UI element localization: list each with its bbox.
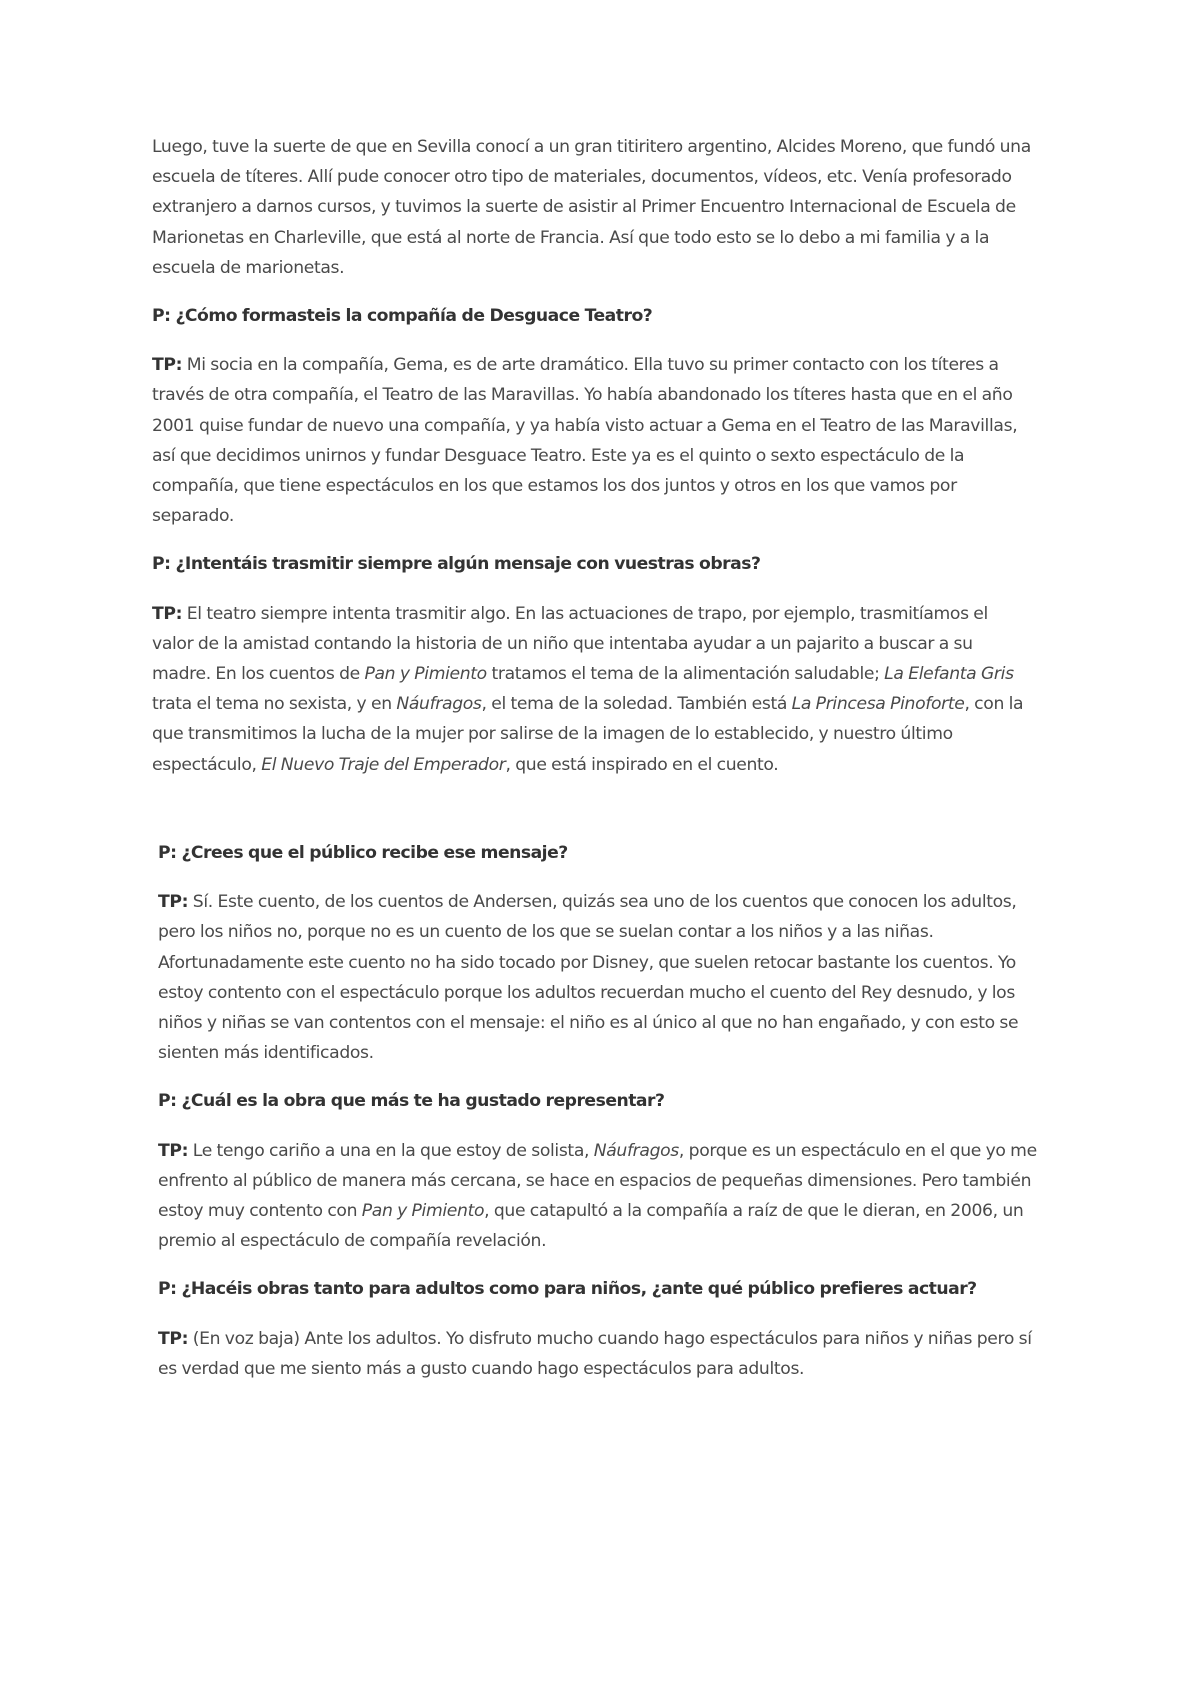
answer-1	[152, 350, 1032, 531]
answer-2-text-10: , que está inspirado en el cuento.	[505, 754, 779, 775]
answer-3	[158, 887, 1038, 1068]
speaker-label: TP:	[152, 355, 183, 376]
answer-4-text-2: , porque es un espectáculo en el que yo me enfrento al público de manera más cercana, se hace en espacios de pequeñas dimensiones. Pero también estoy muy contento con	[158, 1140, 1037, 1222]
answer-4-text-0: Le tengo cariño a una en la que estoy de solista,	[188, 1140, 594, 1161]
work-title: Pan y Pimiento	[364, 664, 487, 685]
answer-5-text: (En voz baja) Ante los adultos. Yo disfruto mucho cuando hago espectáculos para niños y niñas pero sí es verdad que me siento más a gusto cuando hago espectáculos para adultos.	[158, 1328, 1032, 1379]
speaker-label: TP:	[152, 603, 183, 624]
answer-3-text: Sí. Este cuento, de los cuentos de Andersen, quizás sea uno de los cuentos que conocen los adultos, pero los niños no, porque no es un cuento de los que se suelan contar a los niños y a las niñas. Afortunadamente este cuento no ha sido tocado por Disney, que suelen retocar bastante los cuentos. Yo estoy contento con el espectáculo porque los adultos recuerdan mucho el cuento del Rey desnudo, y los niños y niñas se van contentos con el mensaje: el niño es al único al que no han engañado, y con esto se sienten más identificados.	[158, 892, 1019, 1064]
answer-2-text-4: trata el tema no sexista, y en	[152, 694, 397, 715]
work-title: Náufragos	[396, 694, 482, 715]
speaker-label: TP:	[158, 1328, 189, 1349]
question-2: P: ¿Intentáis trasmitir siempre algún mensaje con vuestras obras?	[152, 554, 761, 575]
question-4: P: ¿Cuál es la obra que más te ha gustado representar?	[158, 1091, 665, 1112]
work-title: La Princesa Pinoforte	[791, 694, 965, 715]
answer-2-text-6: , el tema de la soledad. También está	[481, 694, 792, 715]
answer-2-text-2: tratamos el tema de la alimentación saludable;	[486, 664, 885, 685]
answer-4	[158, 1136, 1038, 1257]
question-1: P: ¿Cómo formasteis la compañía de Desguace Teatro?	[152, 306, 653, 327]
article-body-top	[152, 132, 1032, 780]
answer-5	[158, 1324, 1038, 1384]
answer-2-text-0: El teatro siempre intenta trasmitir algo. En las actuaciones de trapo, por ejemplo, trasmitíamos el valor de la amistad contando la historia de un niño que intentaba ayudar a un pajarito a buscar a su madre. En los cuentos de	[152, 603, 988, 685]
work-title: Náufragos	[593, 1140, 679, 1161]
work-title: El Nuevo Traje del Emperador	[261, 754, 506, 775]
article-body-bottom	[158, 838, 1038, 1384]
question-5: P: ¿Hacéis obras tanto para adultos como para niños, ¿ante qué público prefieres actuar?	[158, 1279, 977, 1300]
answer-4-text-4: , que catapultó a la compañía a raíz de que le dieran, en 2006, un premio al espectáculo de compañía revelación.	[158, 1201, 1024, 1252]
speaker-label: TP:	[158, 1140, 189, 1161]
work-title: La Elefanta Gris	[884, 664, 1014, 685]
speaker-label: TP:	[158, 892, 189, 913]
answer-2-text-8: , con la que transmitimos la lucha de la mujer por salirse de la imagen de lo establecido, y nuestro último espectáculo,	[152, 694, 1024, 775]
answer-1-text: Mi socia en la compañía, Gema, es de arte dramático. Ella tuvo su primer contacto con los títeres a través de otra compañía, el Teatro de las Maravillas. Yo había abandonado los títeres hasta que en el año 2001 quise fundar de nuevo una compañía, y ya había visto actuar a Gema en el Teatro de las Maravillas, así que decidimos unirnos y fundar Desguace Teatro. Este ya es el quinto o sexto espectáculo de la compañía, que tiene espectáculos en los que estamos los dos juntos y otros en los que vamos por separado.	[152, 355, 1018, 527]
answer-2	[152, 599, 1032, 780]
question-3: P: ¿Crees que el público recibe ese mensaje?	[158, 843, 568, 863]
intro-paragraph: Luego, tuve la suerte de que en Sevilla conocí a un gran titiritero argentino, Alcides Moreno, que fundó una escuela de títeres. Allí pude conocer otro tipo de materiales, documentos, vídeos, etc. Venía profesorado extranjero a darnos cursos, y tuvimos la suerte de asistir al Primer Encuentro Internacional de Escuela de Marionetas en Charleville, que está al norte de Francia. Así que todo esto se lo debo a mi familia y a la escuela de marionetas.	[152, 137, 1031, 278]
work-title: Pan y Pimiento	[361, 1201, 485, 1222]
